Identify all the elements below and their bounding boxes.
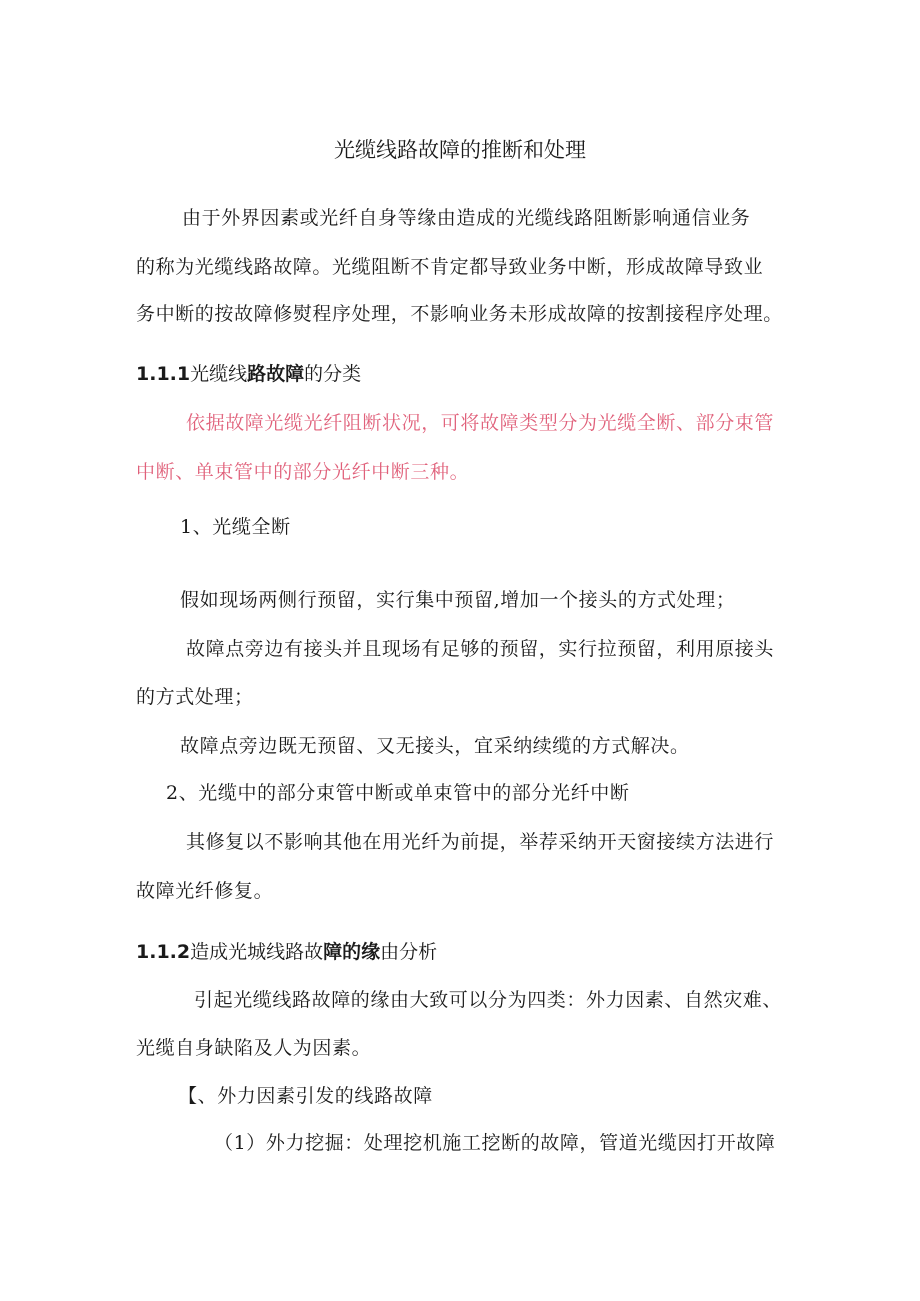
section-heading-1-1-1 [136, 361, 361, 387]
intro-line-1: 由于外界因素或光纤自身等缘由造成的光缆线路阻断影响通信业务 [182, 207, 751, 229]
section-title-part-bold: 路故障 [247, 363, 305, 385]
external-excavation-line: （1）外力挖掘：处理挖机施工挖断的故障，管道光缆因打开故障 [214, 1132, 776, 1154]
item-2-line-2: 故障光纤修复。 [136, 880, 274, 902]
item-2-heading: 2、光缆中的部分束管中断或单束管中的部分光纤中断 [166, 782, 630, 804]
intro-line-2: 的称为光缆线路故障。光缆阻断不肯定都导致业务中断，形成故障导致业 [136, 256, 764, 278]
cause-line-1: 引起光缆线路故障的缘由大致可以分为四类：外力因素、自然灾难、 [194, 989, 783, 1011]
item-1-line-4: 故障点旁边既无预留、又无接头，宜采纳续缆的方式解决。 [180, 735, 690, 757]
cause-line-2: 光缆自身缺陷及人为因素。 [136, 1037, 372, 1059]
item-1-line-2: 故障点旁边有接头并且现场有足够的预留，实行拉预留，利用原接头 [186, 638, 775, 660]
classification-line-2: 中断、单束管中的部分光纤中断三种。 [136, 461, 470, 483]
item-1-heading: 1、光缆全断 [180, 516, 291, 538]
item-1-line-3: 的方式处理； [136, 686, 254, 708]
section-number: 1.1.1 [136, 363, 191, 385]
section-title-part: 的分类 [304, 363, 362, 385]
external-factor-heading: 【、外力因素引发的线路故障 [178, 1085, 433, 1107]
section-title-part-bold: 障的缘 [323, 941, 381, 963]
classification-line-1: 依据故障光缆光纤阻断状况，可将故障类型分为光缆全断、部分束管 [186, 412, 775, 434]
item-2-line-1: 其修复以不影响其他在用光纤为前提，举荐采纳开天窗接续方法进行 [186, 831, 775, 853]
section-number: 1.1.2 [136, 941, 191, 963]
section-title-part: 光缆线 [190, 363, 248, 385]
section-title-part: 由分析 [380, 941, 438, 963]
section-heading-1-1-2 [136, 939, 437, 965]
item-1-line-1: 假如现场两侧行预留，实行集中预留,增加一个接头的方式处理； [180, 589, 736, 611]
intro-line-3: 务中断的按故障修熨程序处理，不影响业务未形成故障的按割接程序处理。 [136, 303, 783, 325]
section-title-part: 造成光城线路故 [190, 941, 324, 963]
document-title: 光缆线路故障的推断和处理 [334, 138, 586, 162]
